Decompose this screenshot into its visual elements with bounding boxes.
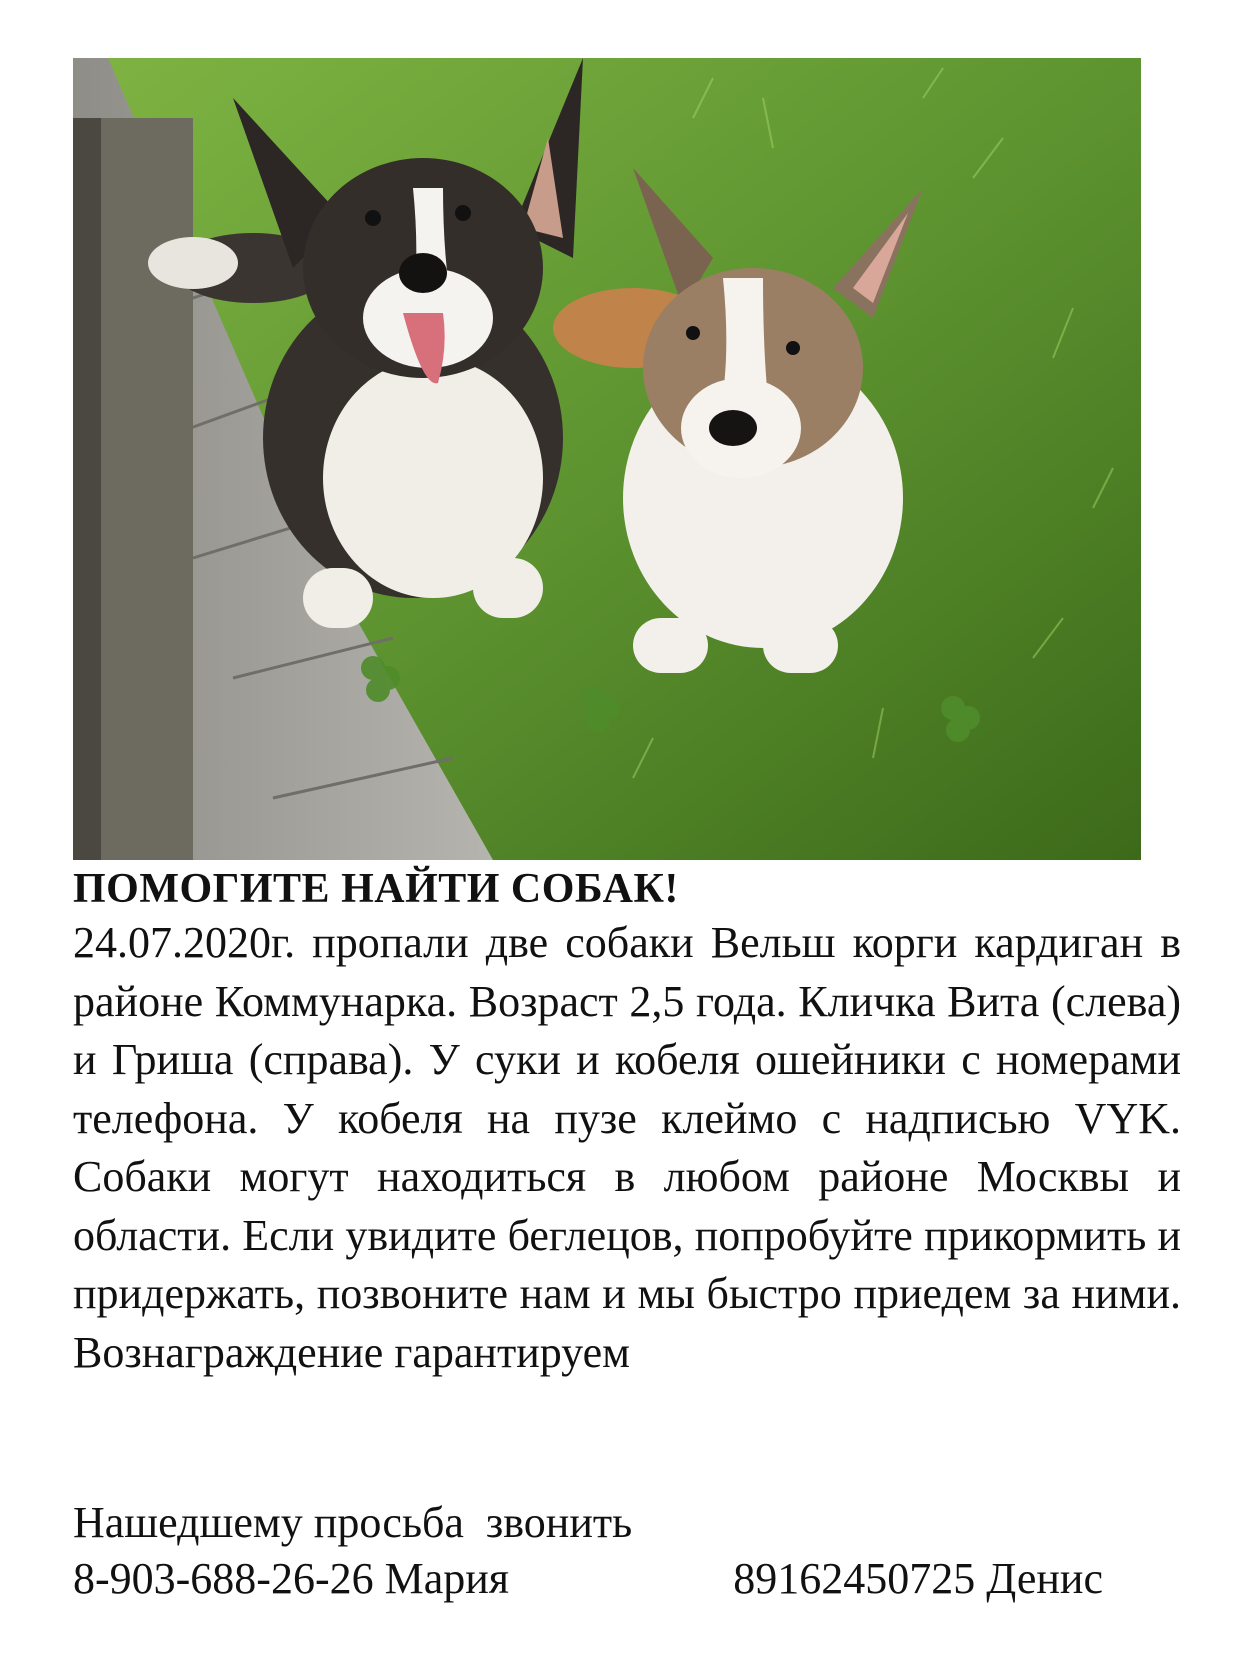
call-prompt: Нашедшему просьба звонить xyxy=(73,1498,633,1547)
contacts-row xyxy=(73,1551,1103,1607)
contact-maria: 8-903-688-26-26 Мария xyxy=(73,1554,510,1603)
contact-denis: 89162450725 Денис xyxy=(733,1554,1103,1603)
poster-text xyxy=(73,864,1181,1382)
dogs-photo xyxy=(73,58,1141,860)
contact-block xyxy=(73,1495,1181,1607)
two-corgi-dogs-photo-icon xyxy=(73,58,1141,860)
body-text: 24.07.2020г. пропали две собаки Вельш корги кардиган в районе Коммунарка. Возраст 2,5 года. Кличка Вита (слева) и Гриша (справа). У суки и кобеля ошейники с номерами телефона. У кобеля на пузе клеймо с надписью VYK. Собаки могут находиться в любом районе Москвы и области. Если увидите беглецов, попробуйте прикормить и придержать, позвоните нам и мы быстро приедем за ними. Вознаграждение гарантируем xyxy=(73,918,1181,1377)
headline: ПОМОГИТЕ НАЙТИ СОБАК! xyxy=(73,866,679,912)
